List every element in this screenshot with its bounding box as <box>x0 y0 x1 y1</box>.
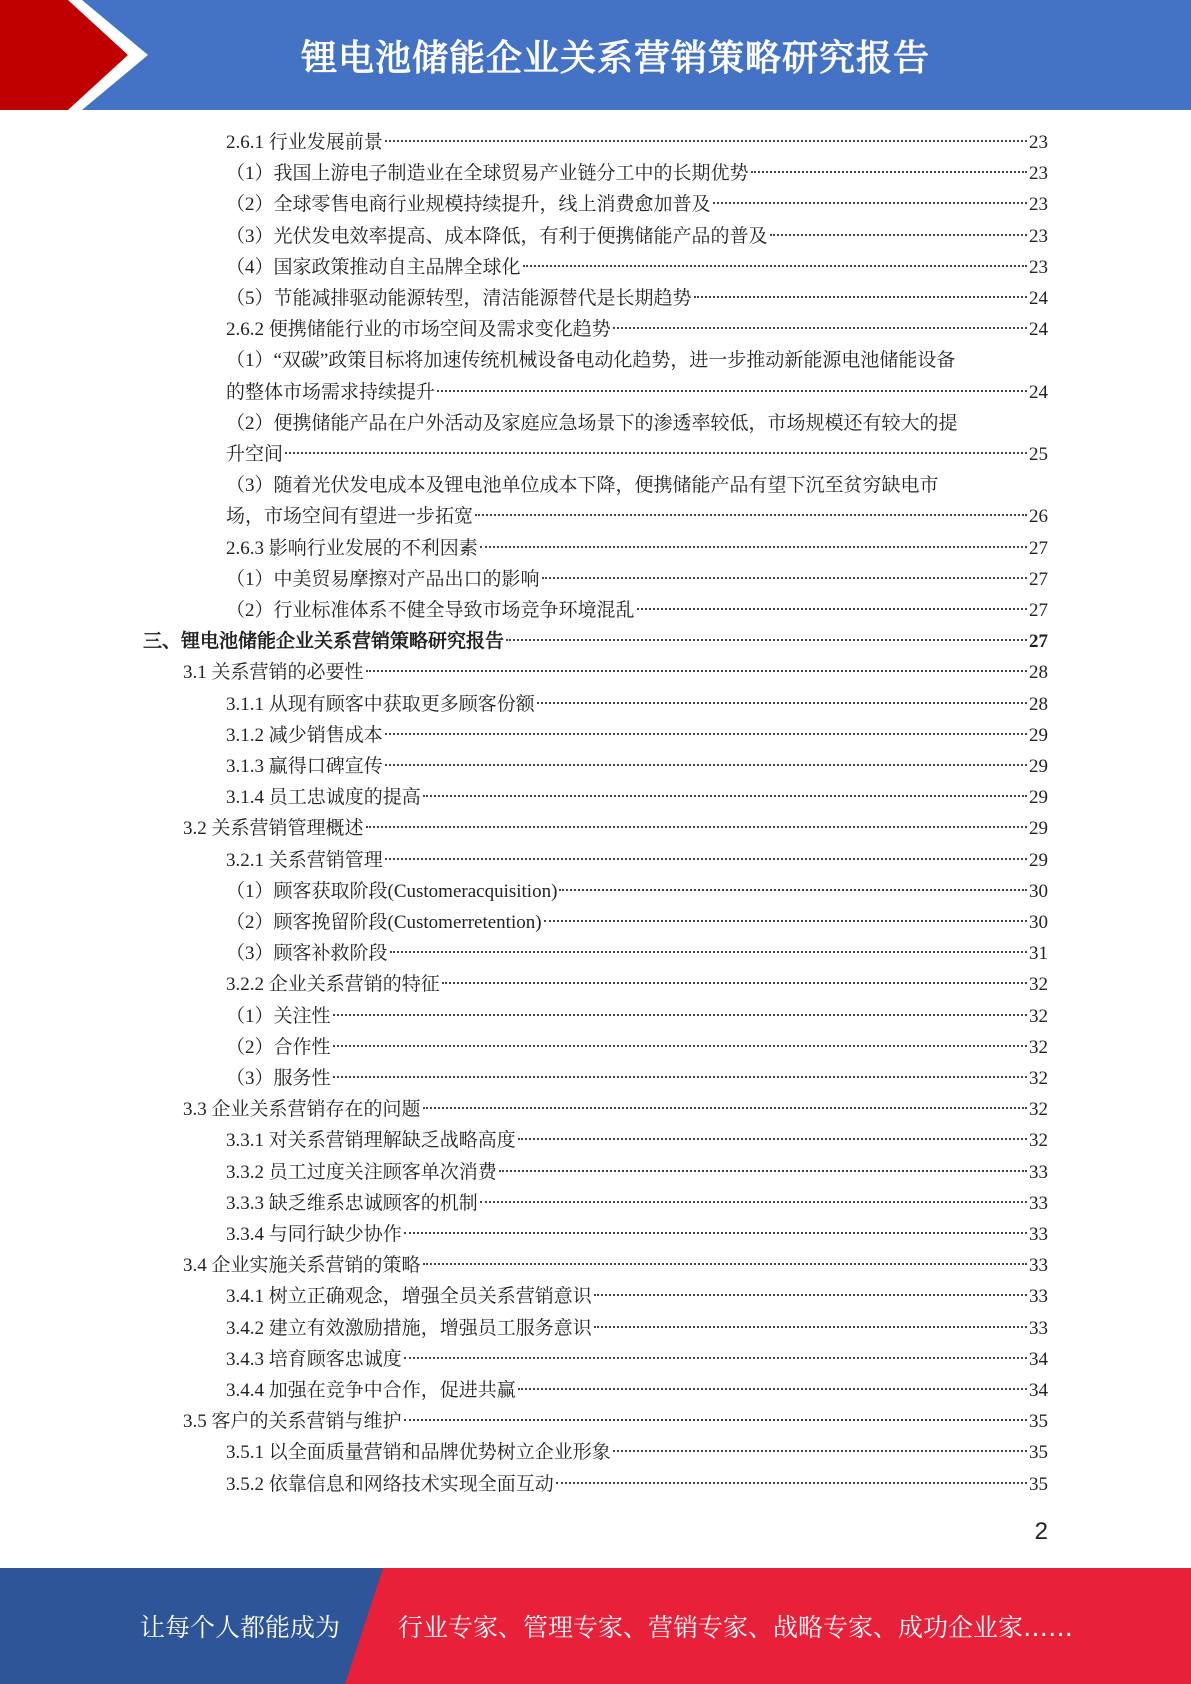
toc-entry-title: 3.2.1 关系营销管理 <box>226 849 383 871</box>
toc-entry-page: 27 <box>1029 568 1048 590</box>
toc-entry[interactable] <box>226 189 1048 220</box>
toc-entry-title: （1）我国上游电子制造业在全球贸易产业链分工中的长期优势 <box>226 163 749 185</box>
toc-leader-dots <box>713 202 1027 204</box>
toc-leader-dots <box>506 639 1027 641</box>
toc-leader-dots <box>385 764 1027 766</box>
toc-leader-dots <box>770 234 1027 236</box>
toc-leader-dots <box>537 702 1027 704</box>
toc-leader-dots <box>694 296 1027 298</box>
toc-entry-title: 的整体市场需求持续提升 <box>226 381 436 403</box>
toc-leader-dots <box>404 1419 1027 1421</box>
toc-entry-page: 33 <box>1029 1286 1048 1308</box>
toc-entry[interactable] <box>226 1375 1048 1406</box>
toc-entry[interactable] <box>226 720 1048 751</box>
toc-entry-title: 3.2 关系营销管理概述 <box>183 818 364 840</box>
toc-leader-dots <box>518 1138 1027 1140</box>
toc-entry-title: （2）合作性 <box>226 1036 331 1058</box>
toc-entry-page: 33 <box>1029 1317 1048 1339</box>
toc-entry[interactable] <box>143 626 1048 657</box>
toc-leader-dots <box>499 1170 1027 1172</box>
toc-entry-page: 32 <box>1029 974 1048 996</box>
toc-entry[interactable] <box>226 1313 1048 1344</box>
toc-entry[interactable] <box>226 1125 1048 1156</box>
toc-entry-page: 23 <box>1029 163 1048 185</box>
toc-entry-page: 29 <box>1029 849 1048 871</box>
toc-entry[interactable] <box>183 1250 1048 1281</box>
footer-slogan-left: 让每个人都能成为 <box>140 1613 341 1642</box>
toc-leader-dots <box>523 265 1027 267</box>
toc-entry-title: 3.5.1 以全面质量营销和品牌优势树立企业形象 <box>226 1442 611 1464</box>
toc-entry-title: 3.1.4 员工忠诚度的提高 <box>226 787 421 809</box>
toc-entry-title: 3.5.2 依靠信息和网络技术实现全面互动 <box>226 1473 554 1495</box>
toc-entry-page: 23 <box>1029 132 1048 153</box>
toc-entry-page: 28 <box>1029 693 1048 715</box>
toc-entry[interactable] <box>226 127 1048 158</box>
toc-entry-title: 3.1.2 减少销售成本 <box>226 724 383 746</box>
toc-entry-page: 32 <box>1029 1005 1048 1027</box>
toc-entry-page: 33 <box>1029 1192 1048 1214</box>
toc-entry-page: 27 <box>1029 631 1048 653</box>
toc-entry-title: （2）行业标准体系不健全导致市场竞争环境混乱 <box>226 600 635 621</box>
toc-entry-title: 3.3.4 与同行缺少协作 <box>226 1224 402 1245</box>
toc-entry-title: 3.5 客户的关系营销与维护 <box>183 1411 402 1433</box>
page-number: 2 <box>1034 1518 1048 1545</box>
toc-entry-page: 35 <box>1029 1473 1048 1495</box>
toc-entry-page: 35 <box>1029 1411 1048 1433</box>
toc-entry-page: 34 <box>1029 1380 1048 1401</box>
toc-entry[interactable] <box>226 221 1048 252</box>
toc-entry-page: 23 <box>1029 194 1048 216</box>
toc-leader-dots <box>404 1357 1027 1359</box>
page-header <box>0 0 1191 110</box>
toc-entry[interactable] <box>226 439 1048 470</box>
toc-entry[interactable] <box>226 689 1048 720</box>
toc-entry[interactable] <box>226 1188 1048 1219</box>
toc-entry[interactable] <box>226 751 1048 782</box>
toc-entry[interactable] <box>226 845 1048 876</box>
toc-entry-page: 30 <box>1029 880 1048 902</box>
toc-entry-title: 3.3.3 缺乏维系忠诚顾客的机制 <box>226 1192 478 1214</box>
toc-entry-title: （1）顾客获取阶段(Customeracquisition) <box>226 880 558 902</box>
toc-entry-page: 29 <box>1029 818 1048 840</box>
toc-entry-page: 33 <box>1029 1224 1048 1245</box>
toc-leader-dots <box>390 951 1027 953</box>
toc-entry[interactable] <box>226 345 1048 376</box>
toc-entry-title: （4）国家政策推动自主品牌全球化 <box>226 256 521 278</box>
toc-entry-page: 29 <box>1029 724 1048 746</box>
toc-entry[interactable] <box>183 813 1048 844</box>
document-title: 锂电池储能企业关系营销策略研究报告 <box>300 37 930 79</box>
toc-entry-page: 35 <box>1029 1442 1048 1464</box>
toc-entry-page: 27 <box>1029 600 1048 621</box>
toc-entry-title: 3.4.3 培育顾客忠诚度 <box>226 1348 402 1370</box>
toc-entry[interactable] <box>226 1437 1048 1468</box>
page-footer <box>0 1568 1191 1684</box>
toc-leader-dots <box>385 858 1027 860</box>
toc-entry-title: （5）节能减排驱动能源转型，清洁能源替代是长期趋势 <box>226 288 692 309</box>
toc-entry-page: 26 <box>1029 506 1048 528</box>
toc-entry-page: 32 <box>1029 1130 1048 1152</box>
toc-leader-dots <box>480 546 1027 548</box>
toc-leader-dots <box>637 608 1027 610</box>
toc-entry-page: 32 <box>1029 1068 1048 1089</box>
toc-entry-page: 29 <box>1029 756 1048 777</box>
toc-entry-title: （3）随着光伏发电成本及锂电池单位成本下降，便携储能产品有望下沉至贫穷缺电市 <box>226 475 939 497</box>
toc-entry-title: 场，市场空间有望进一步拓宽 <box>226 506 474 528</box>
header-arrow-graphic <box>0 0 170 110</box>
toc-entry-title: 3.4.2 建立有效激励措施，增强员工服务意识 <box>226 1317 592 1339</box>
toc-leader-dots <box>385 733 1027 735</box>
toc-entry-page: 24 <box>1029 319 1048 341</box>
toc-entry[interactable] <box>226 252 1048 283</box>
toc-leader-dots <box>423 1263 1027 1265</box>
toc-leader-dots <box>333 1076 1027 1078</box>
toc-entry[interactable] <box>226 564 1048 595</box>
toc-entry-title: 3.3.2 员工过度关注顾客单次消费 <box>226 1161 497 1183</box>
toc-entry-title: 三、锂电池储能企业关系营销策略研究报告 <box>143 631 505 653</box>
toc-leader-dots <box>594 1326 1027 1328</box>
toc-entry[interactable] <box>226 408 1048 439</box>
toc-entry-page: 33 <box>1029 1161 1048 1183</box>
toc-entry[interactable] <box>226 1157 1048 1188</box>
toc-entry[interactable] <box>226 969 1048 1000</box>
toc-entry-page: 24 <box>1029 381 1048 403</box>
toc-entry-page: 30 <box>1029 912 1048 933</box>
toc-entry[interactable] <box>226 158 1048 189</box>
toc-entry-title: （1）关注性 <box>226 1005 331 1027</box>
toc-entry-title: 3.4.1 树立正确观念，增强全员关系营销意识 <box>226 1286 592 1308</box>
toc-entry-title: 2.6.1 行业发展前景 <box>226 132 383 153</box>
toc-entry-title: 升空间 <box>226 444 284 465</box>
toc-entry-title: 3.4.4 加强在竞争中合作，促进共赢 <box>226 1380 516 1401</box>
toc-entry-title: （1）中美贸易摩擦对产品出口的影响 <box>226 568 540 590</box>
toc-leader-dots <box>475 514 1027 516</box>
toc-entry-title: （1）“双碳”政策目标将加速传统机械设备电动化趋势，进一步推动新能源电池储能设备 <box>226 350 956 372</box>
toc-entry[interactable] <box>226 1344 1048 1375</box>
toc-leader-dots <box>285 452 1027 454</box>
toc-entry-page: 32 <box>1029 1099 1048 1121</box>
toc-entry[interactable] <box>183 1406 1048 1437</box>
toc-leader-dots <box>385 140 1027 142</box>
toc-leader-dots <box>442 982 1027 984</box>
toc-entry-page: 25 <box>1029 444 1048 465</box>
toc-leader-dots <box>333 1045 1027 1047</box>
toc-entry[interactable] <box>226 1063 1048 1094</box>
toc-entry-title: （3）服务性 <box>226 1068 331 1089</box>
toc-entry-title: 3.2.2 企业关系营销的特征 <box>226 974 440 996</box>
toc-leader-dots <box>544 920 1027 922</box>
toc-entry[interactable] <box>183 657 1048 688</box>
toc-leader-dots <box>423 1107 1027 1109</box>
footer-slogan-right: 行业专家、管理专家、营销专家、战略专家、成功企业家…… <box>398 1613 1074 1642</box>
toc-entry[interactable] <box>226 533 1048 564</box>
toc-entry[interactable] <box>226 1001 1048 1032</box>
toc-entry[interactable] <box>226 907 1048 938</box>
toc-entry-page: 31 <box>1029 943 1048 965</box>
toc-entry[interactable] <box>183 1094 1048 1125</box>
toc-entry-title: （2）便携储能产品在户外活动及家庭应急场景下的渗透率较低，市场规模还有较大的提 <box>226 412 958 434</box>
toc-entry-page: 23 <box>1029 225 1048 247</box>
toc-entry-title: （3）光伏发电效率提高、成本降低，有利于便携储能产品的普及 <box>226 225 768 247</box>
toc-leader-dots <box>542 577 1027 579</box>
toc-leader-dots <box>404 1232 1027 1234</box>
toc-entry-title: （3）顾客补救阶段 <box>226 943 388 965</box>
toc-entry[interactable] <box>226 377 1048 408</box>
toc-leader-dots <box>437 390 1027 392</box>
toc-entry[interactable] <box>226 1281 1048 1312</box>
toc-entry-page: 32 <box>1029 1036 1048 1058</box>
toc-entry[interactable] <box>226 782 1048 813</box>
toc-entry[interactable] <box>226 501 1048 532</box>
toc-entry-page: 28 <box>1029 662 1048 684</box>
toc-leader-dots <box>480 1201 1027 1203</box>
toc-entry-page: 33 <box>1029 1255 1048 1277</box>
toc-entry-title: 3.1 关系营销的必要性 <box>183 662 364 684</box>
toc-entry[interactable] <box>226 1219 1048 1250</box>
toc-leader-dots <box>366 826 1027 828</box>
toc-entry[interactable] <box>226 1032 1048 1063</box>
toc-entry[interactable] <box>226 1469 1048 1500</box>
toc-entry-title: （2）全球零售电商行业规模持续提升，线上消费愈加普及 <box>226 194 711 216</box>
toc-entry[interactable] <box>226 283 1048 314</box>
toc-entry[interactable] <box>226 595 1048 626</box>
toc-entry[interactable] <box>226 938 1048 969</box>
toc-entry-page: 27 <box>1029 537 1048 559</box>
toc-leader-dots <box>333 1014 1027 1016</box>
toc-entry[interactable] <box>226 314 1048 345</box>
toc-entry-title: 3.4 企业实施关系营销的策略 <box>183 1255 421 1277</box>
toc-entry-title: 3.1.3 赢得口碑宣传 <box>226 756 383 777</box>
toc-leader-dots <box>559 889 1027 891</box>
toc-entry-title: 2.6.2 便携储能行业的市场空间及需求变化趋势 <box>226 319 611 341</box>
toc-leader-dots <box>366 670 1027 672</box>
toc-leader-dots <box>518 1388 1027 1390</box>
toc-leader-dots <box>594 1294 1027 1296</box>
toc-entry-title: 3.1.1 从现有顾客中获取更多顾客份额 <box>226 693 535 715</box>
toc-leader-dots <box>423 795 1027 797</box>
toc-entry-title: （2）顾客挽留阶段(Customerretention) <box>226 912 542 933</box>
toc-entry[interactable] <box>226 470 1048 501</box>
toc-leader-dots <box>613 327 1027 329</box>
toc-entry[interactable] <box>226 876 1048 907</box>
toc-entry-title: 3.3.1 对关系营销理解缺乏战略高度 <box>226 1130 516 1152</box>
toc-entry-page: 24 <box>1029 288 1048 309</box>
toc-entry-page: 34 <box>1029 1348 1048 1370</box>
toc-entry-page: 23 <box>1029 256 1048 278</box>
toc-entry-page: 29 <box>1029 787 1048 809</box>
toc-leader-dots <box>556 1482 1027 1484</box>
toc-entry-title: 3.3 企业关系营销存在的问题 <box>183 1099 421 1121</box>
toc-leader-dots <box>613 1450 1027 1452</box>
toc-entry-title: 2.6.3 影响行业发展的不利因素 <box>226 537 478 559</box>
toc-leader-dots <box>751 171 1027 173</box>
